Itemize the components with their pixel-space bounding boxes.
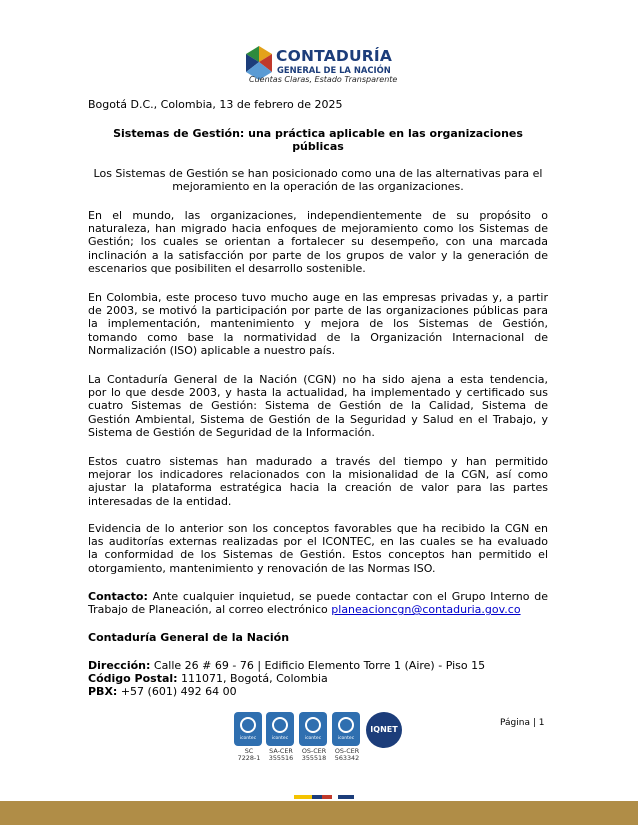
icontec-badge-icon: icontec [266, 712, 294, 746]
icontec-badge-icon: icontec [234, 712, 262, 746]
paragraph-line: En Colombia, este proceso tuvo mucho auge en las empresas privadas y, a partir [88, 291, 548, 304]
postal-code-value: 111071, Bogotá, Colombia [177, 672, 328, 685]
paragraph-line: Evidencia de lo anterior son los conceptos favorables que ha recibido la CGN en [88, 522, 548, 535]
intro-paragraph [88, 167, 548, 193]
address-value: Calle 26 # 69 - 76 | Edificio Elemento Torre 1 (Aire) - Piso 15 [150, 659, 486, 672]
colombia-flag-icon [294, 795, 354, 799]
paragraph-line: por lo que desde 2003, y hasta la actualidad, ha implementado y certificado sus [88, 386, 548, 400]
paragraph-line: Sistema de Gestión de Seguridad de la Información. [88, 425, 375, 439]
paragraph-line: inclinación a la satisfacción por parte de los grupos de valor y la generación de [88, 248, 548, 262]
address-label: Dirección: [88, 659, 151, 672]
contact-line-2 [88, 603, 548, 616]
date-line: Bogotá D.C., Colombia, 13 de febrero de 2025 [88, 98, 343, 111]
contact-line-1 [88, 590, 548, 603]
paragraph-1 [88, 209, 548, 275]
pbx-label: PBX: [88, 685, 118, 698]
paragraph-4 [88, 455, 548, 508]
postal-code-line [88, 672, 328, 685]
certification-badge [234, 712, 264, 762]
paragraph-line: En el mundo, las organizaciones, independientemente de su propósito o [88, 209, 548, 222]
icontec-badge-icon: icontec [332, 712, 360, 746]
paragraph-line: escenarios que posibiliten el desarrollo sostenible. [88, 261, 366, 275]
paragraph-line: Normalización (ISO) aplicable a nuestro país. [88, 343, 336, 357]
document-title [88, 127, 548, 153]
contact-text-1: Ante cualquier inquietud, se puede contactar con el Grupo Interno de [147, 590, 548, 603]
paragraph-3 [88, 373, 548, 439]
title-line-1: Sistemas de Gestión: una práctica aplicable en las organizaciones [113, 127, 523, 140]
certification-badge [266, 712, 296, 762]
paragraph-line: la conformidad de los Sistemas de Gestión. Estos conceptos han permitido el [88, 548, 548, 562]
logo-subtitle: GENERAL DE LA NACIÓN [277, 65, 391, 75]
page-number: Página | 1 [500, 718, 545, 728]
certification-code: SA-CER 355516 [268, 747, 294, 762]
contact-label: Contacto: [88, 590, 148, 603]
paragraph-line: Gestión Ambiental, Sistema de Gestión de la Seguridad y Salud en el Trabajo, y [88, 412, 548, 426]
paragraph-line: mejorar los indicadores relacionados con la misionalidad de la CGN, así como [88, 468, 548, 482]
certification-badge [299, 712, 329, 762]
paragraph-5 [88, 522, 548, 575]
paragraph-line: ajustar la plataforma estratégica hacia la creación de valor para las partes [88, 481, 548, 495]
title-line-2: públicas [292, 140, 344, 153]
certification-badge [332, 712, 362, 762]
address-line [88, 659, 485, 672]
cgn-logo [246, 44, 396, 86]
paragraph-line: cuatro Sistemas de Gestión: Sistema de Gestión de la Calidad, Sistema de [88, 399, 548, 413]
footer-bar [0, 801, 638, 825]
pbx-line [88, 685, 237, 698]
intro-line-2: mejoramiento en la operación de las organizaciones. [172, 180, 464, 193]
paragraph-line: Gestión; los cuales se orientan a fortalecer su desempeño, con una marcada [88, 235, 548, 249]
certification-code: SC 7228-1 [237, 747, 261, 762]
signature [88, 631, 289, 644]
paragraph-2 [88, 291, 548, 357]
contact-block [88, 590, 548, 616]
paragraph-line: las auditorías externas realizadas por el ICONTEC, en las cuales se ha evaluado [88, 535, 548, 549]
intro-line-1: Los Sistemas de Gestión se han posicionado como una de las alternativas para el [93, 167, 543, 180]
paragraph-line: interesadas de la entidad. [88, 494, 232, 508]
paragraph-line: la implementación, mantenimiento y mejora de los Sistemas de Gestión, [88, 317, 548, 331]
logo-tagline: Cuentas Claras, Estado Transparente [249, 75, 398, 84]
icontec-badge-icon: icontec [299, 712, 327, 746]
contact-text-2: Trabajo de Planeación, al correo electrónico [88, 603, 332, 617]
logo-name: CONTADURÍA [276, 47, 393, 65]
paragraph-line: Estos cuatro sistemas han madurado a través del tiempo y han permitido [88, 455, 548, 468]
paragraph-line: tomando como base la normatividad de la Organización Internacional de [88, 330, 548, 344]
paragraph-line: de 2003, se motivó la participación por parte de las organizaciones públicas para [88, 304, 548, 318]
signature-text: Contaduría General de la Nación [88, 631, 290, 644]
certification-code: OS-CER 563342 [334, 747, 360, 762]
paragraph-line: otorgamiento, mantenimiento y renovación de las Normas ISO. [88, 561, 436, 575]
postal-code-label: Código Postal: [88, 672, 178, 685]
paragraph-line: naturaleza, han migrado hacia enfoques de mejoramiento como los Sistemas de [88, 222, 548, 236]
contact-email-link[interactable]: planeacioncgn@contaduria.gov.co [331, 603, 521, 617]
paragraph-line: La Contaduría General de la Nación (CGN) no ha sido ajena a esta tendencia, [88, 373, 548, 386]
iqnet-logo-icon: IQNET [366, 712, 402, 748]
certification-code: OS-CER 355518 [301, 747, 327, 762]
pbx-value: +57 (601) 492 64 00 [117, 685, 237, 698]
